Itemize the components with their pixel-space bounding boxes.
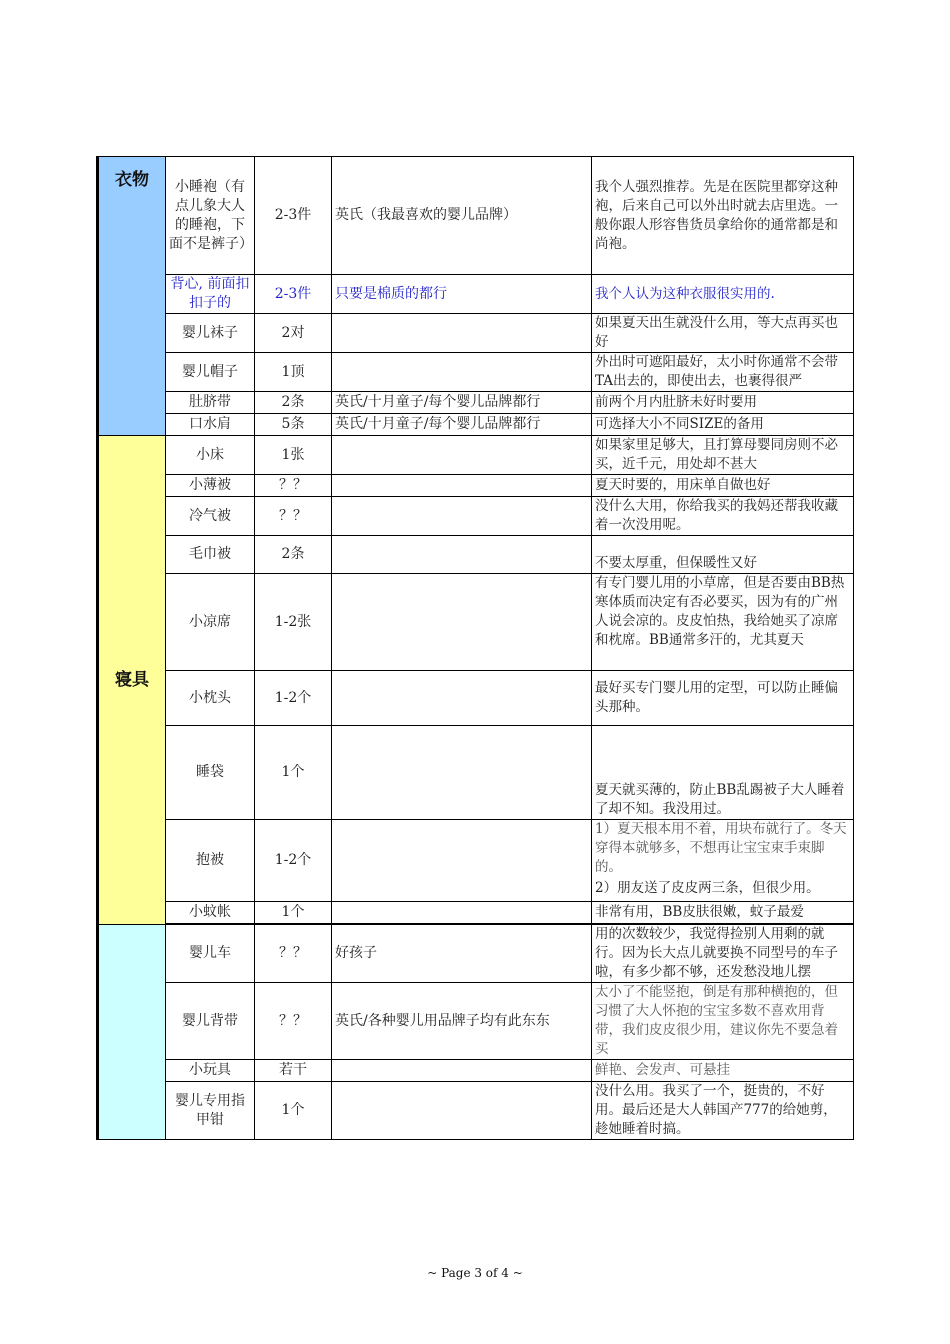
item-qty: ？？ — [255, 497, 332, 536]
item-note: 我个人认为这种衣服很实用的. — [592, 275, 854, 314]
item-note: 外出时可遮阳最好，太小时你通常不会带TA出去的，即使出去，也裹得很严 — [592, 353, 854, 392]
item-brand — [332, 436, 592, 475]
table-row — [98, 726, 854, 820]
item-brand — [332, 353, 592, 392]
item-name: 肚脐带 — [166, 392, 255, 414]
item-brand: 英氏（我最喜欢的婴儿品牌） — [332, 157, 592, 275]
item-qty: 5条 — [255, 414, 332, 436]
table-row — [98, 157, 854, 275]
item-note: 没什么大用，你给我买的我妈还帮我收藏着一次没用呢。 — [592, 497, 854, 536]
item-name: 小凉席 — [166, 574, 255, 671]
item-qty: 1顶 — [255, 353, 332, 392]
table-row — [98, 983, 854, 1060]
item-brand — [332, 475, 592, 497]
item-note — [592, 820, 854, 902]
item-note: 我个人强烈推荐。先是在医院里都穿这种袍，后来自己可以外出时就去店里选。一般你跟人形容售货员拿给你的通常都是和尚袍。 — [592, 157, 854, 275]
item-name: 小蚊帐 — [166, 902, 255, 924]
table-row — [98, 925, 854, 983]
table-row — [98, 414, 854, 436]
item-brand — [332, 497, 592, 536]
item-qty: 1个 — [255, 902, 332, 924]
item-name: 小睡袍（有点儿象大人的睡袍，下面不是裤子） — [166, 157, 255, 275]
item-note: 非常有用，BB皮肤很嫩，蚊子最爱 — [592, 902, 854, 924]
item-brand: 英氏/十月童子/每个婴儿品牌都行 — [332, 392, 592, 414]
item-qty: 1个 — [255, 1082, 332, 1140]
item-name: 小薄被 — [166, 475, 255, 497]
category-clothing: 衣物 — [98, 157, 166, 436]
page-footer: ~ Page 3 of 4 ~ — [427, 1266, 523, 1280]
category-other — [98, 925, 166, 1140]
item-brand: 英氏/十月童子/每个婴儿品牌都行 — [332, 414, 592, 436]
table-row — [98, 574, 854, 671]
item-name: 冷气被 — [166, 497, 255, 536]
item-qty: 2条 — [255, 536, 332, 574]
item-qty: 2条 — [255, 392, 332, 414]
table-row — [98, 436, 854, 475]
item-note: 如果家里足够大，且打算母婴同房则不必买，近千元，用处却不甚大 — [592, 436, 854, 475]
item-qty: 1-2个 — [255, 671, 332, 726]
item-name: 抱被 — [166, 820, 255, 902]
table-row — [98, 497, 854, 536]
item-brand — [332, 1060, 592, 1082]
item-name: 婴儿帽子 — [166, 353, 255, 392]
item-note: 用的次数较少，我觉得捡别人用剩的就行。因为长大点儿就要换不同型号的车子啦，有多少都不够，还发愁没地儿摆 — [592, 925, 854, 983]
item-note: 太小了不能竖抱，倒是有那种横抱的，但习惯了大人怀抱的宝宝多数不喜欢用背带，我们皮皮很少用，建议你先不要急着买 — [592, 983, 854, 1060]
item-name: 婴儿车 — [166, 925, 255, 983]
item-brand: 只要是棉质的都行 — [332, 275, 592, 314]
item-name: 婴儿专用指甲钳 — [166, 1082, 255, 1140]
table-row — [98, 820, 854, 902]
table-row — [98, 314, 854, 353]
item-name: 小枕头 — [166, 671, 255, 726]
category-bedding: 寝具 — [98, 436, 166, 925]
table-row — [98, 1082, 854, 1140]
baby-items-table — [96, 156, 854, 1140]
item-note: 不要太厚重，但保暖性又好 — [592, 536, 854, 574]
table-row — [98, 536, 854, 574]
item-qty: ？？ — [255, 983, 332, 1060]
table-row — [98, 353, 854, 392]
item-note: 鲜艳、会发声、可悬挂 — [592, 1060, 854, 1082]
item-qty: 1张 — [255, 436, 332, 475]
item-name: 背心, 前面扣扣子的 — [166, 275, 255, 314]
item-brand — [332, 820, 592, 902]
item-note: 有专门婴儿用的小草席，但是否要由BB热寒体质而决定有否必要买，因为有的广州人说会凉的。皮皮怕热，我给她买了凉席和枕席。BB通常多汗的，尤其夏天 — [592, 574, 854, 671]
item-note-line-1: 1）夏天根本用不着，用块布就行了。冬天穿得本就够多，不想再让宝宝束手束脚的。 — [595, 821, 847, 875]
item-name: 小玩具 — [166, 1060, 255, 1082]
item-note: 最好买专门婴儿用的定型，可以防止睡偏头那种。 — [592, 671, 854, 726]
table-row — [98, 475, 854, 497]
item-brand — [332, 671, 592, 726]
item-name: 毛巾被 — [166, 536, 255, 574]
item-name: 口水肩 — [166, 414, 255, 436]
item-note: 如果夏天出生就没什么用，等大点再买也好 — [592, 314, 854, 353]
item-note-line-2: 2）朋友送了皮皮两三条，但很少用。 — [595, 880, 820, 896]
item-brand — [332, 314, 592, 353]
table-row — [98, 275, 854, 314]
item-note: 前两个月内肚脐未好时要用 — [592, 392, 854, 414]
table-row — [98, 902, 854, 924]
item-brand: 英氏/各种婴儿用品牌子均有此东东 — [332, 983, 592, 1060]
item-qty: ？？ — [255, 925, 332, 983]
item-note: 可选择大小不同SIZE的备用 — [592, 414, 854, 436]
item-qty: 1-2个 — [255, 820, 332, 902]
item-brand — [332, 1082, 592, 1140]
item-qty: 2-3件 — [255, 157, 332, 275]
item-brand — [332, 536, 592, 574]
item-qty: 2-3件 — [255, 275, 332, 314]
item-brand — [332, 902, 592, 924]
item-qty: 2对 — [255, 314, 332, 353]
item-note: 夏天时要的，用床单自做也好 — [592, 475, 854, 497]
item-qty: 1个 — [255, 726, 332, 820]
item-name: 睡袋 — [166, 726, 255, 820]
item-name: 婴儿袜子 — [166, 314, 255, 353]
table-row — [98, 392, 854, 414]
item-note: 夏天就买薄的，防止BB乱踢被子大人睡着了却不知。我没用过。 — [592, 726, 854, 820]
item-name: 婴儿背带 — [166, 983, 255, 1060]
item-note: 没什么用。我买了一个，挺贵的，不好用。最后还是大人韩国产777的给她剪，趁她睡着时搞。 — [592, 1082, 854, 1140]
item-qty: ？？ — [255, 475, 332, 497]
table-row — [98, 1060, 854, 1082]
item-brand — [332, 726, 592, 820]
table-row — [98, 671, 854, 726]
item-qty: 若干 — [255, 1060, 332, 1082]
item-brand: 好孩子 — [332, 925, 592, 983]
item-brand — [332, 574, 592, 671]
item-name: 小床 — [166, 436, 255, 475]
item-qty: 1-2张 — [255, 574, 332, 671]
